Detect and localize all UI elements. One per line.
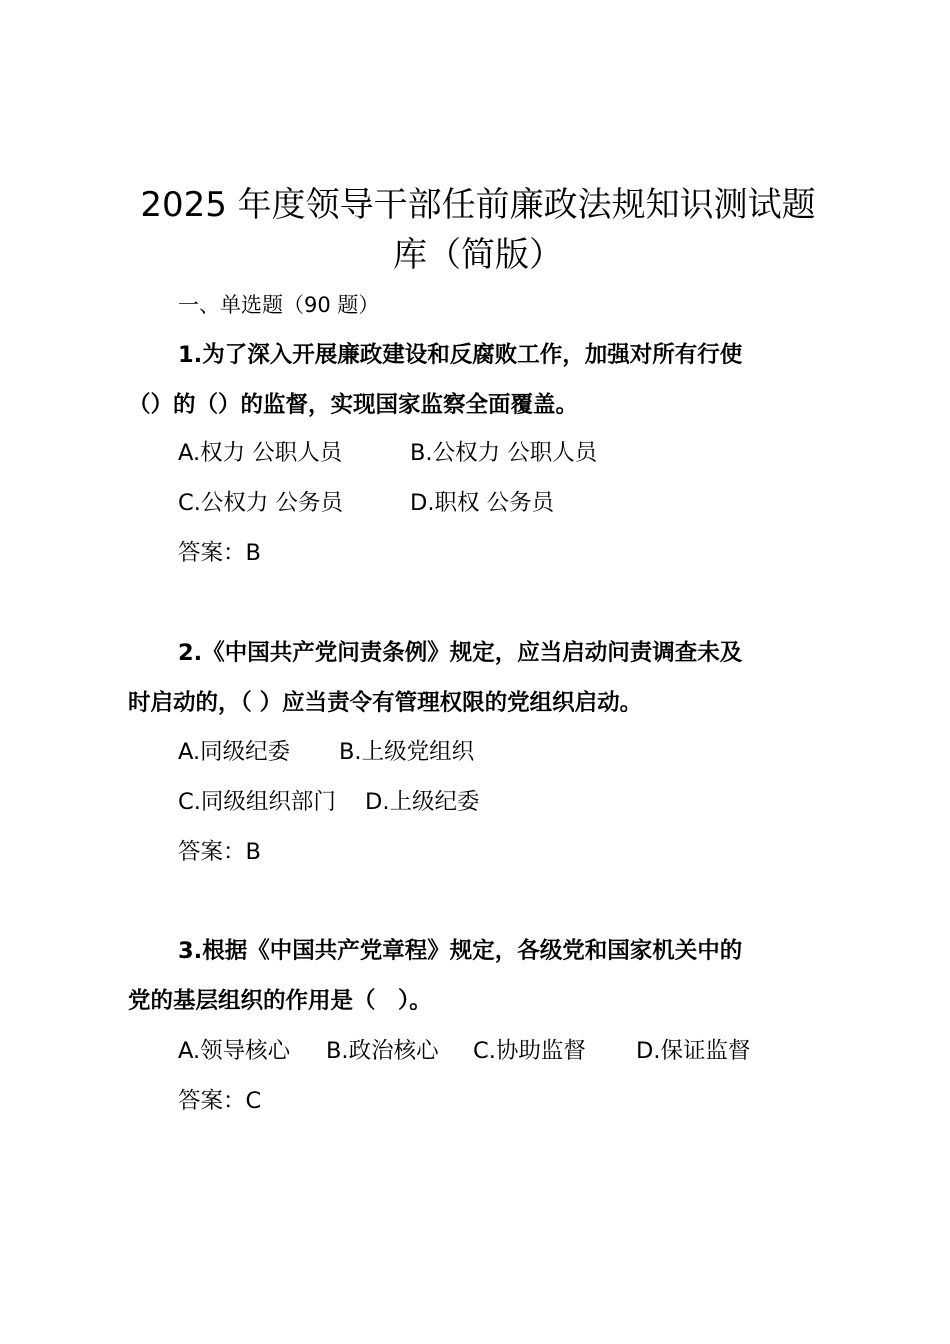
question-3-option-d: D.保证监督 xyxy=(636,1038,751,1064)
question-2-answer: 答案：B xyxy=(178,839,261,865)
document-title-line-2: 库（简版） xyxy=(393,235,563,275)
question-1-stem-line-1: 1.为了深入开展廉政建设和反腐败工作，加强对所有行使 xyxy=(178,342,743,368)
question-2-stem-line-1: 2.《中国共产党问责条例》规定，应当启动问责调查未及 xyxy=(178,640,743,666)
section-heading: 一、单选题（90 题） xyxy=(178,293,380,317)
question-2-option-c: C.同级组织部门 xyxy=(178,789,336,815)
question-2-stem-line-2: 时启动的，（ ）应当责令有管理权限的党组织启动。 xyxy=(128,690,643,716)
question-1-option-c: C.公权力 公务员 xyxy=(178,490,344,516)
question-3-option-a: A.领导核心 xyxy=(178,1038,291,1064)
document-title-line-1: 2025 年度领导干部任前廉政法规知识测试题 xyxy=(140,185,816,225)
question-2-option-a: A.同级纪委 xyxy=(178,739,291,765)
question-3-stem-line-2: 党的基层组织的作用是（ ）。 xyxy=(128,988,432,1014)
question-1-answer: 答案：B xyxy=(178,540,261,566)
question-2-option-b: B.上级党组织 xyxy=(339,739,475,765)
question-3-option-c: C.协助监督 xyxy=(473,1038,586,1064)
question-1-option-b: B.公权力 公职人员 xyxy=(410,440,598,466)
question-1-option-d: D.职权 公务员 xyxy=(410,490,555,516)
question-3-option-b: B.政治核心 xyxy=(326,1038,439,1064)
question-1-stem-line-2: （）的（）的监督，实现国家监察全面覆盖。 xyxy=(128,392,579,418)
question-1-option-a: A.权力 公职人员 xyxy=(178,440,343,466)
question-2-option-d: D.上级纪委 xyxy=(365,789,480,815)
question-3-answer: 答案：C xyxy=(178,1088,262,1114)
question-3-stem-line-1: 3.根据《中国共产党章程》规定，各级党和国家机关中的 xyxy=(178,938,743,964)
